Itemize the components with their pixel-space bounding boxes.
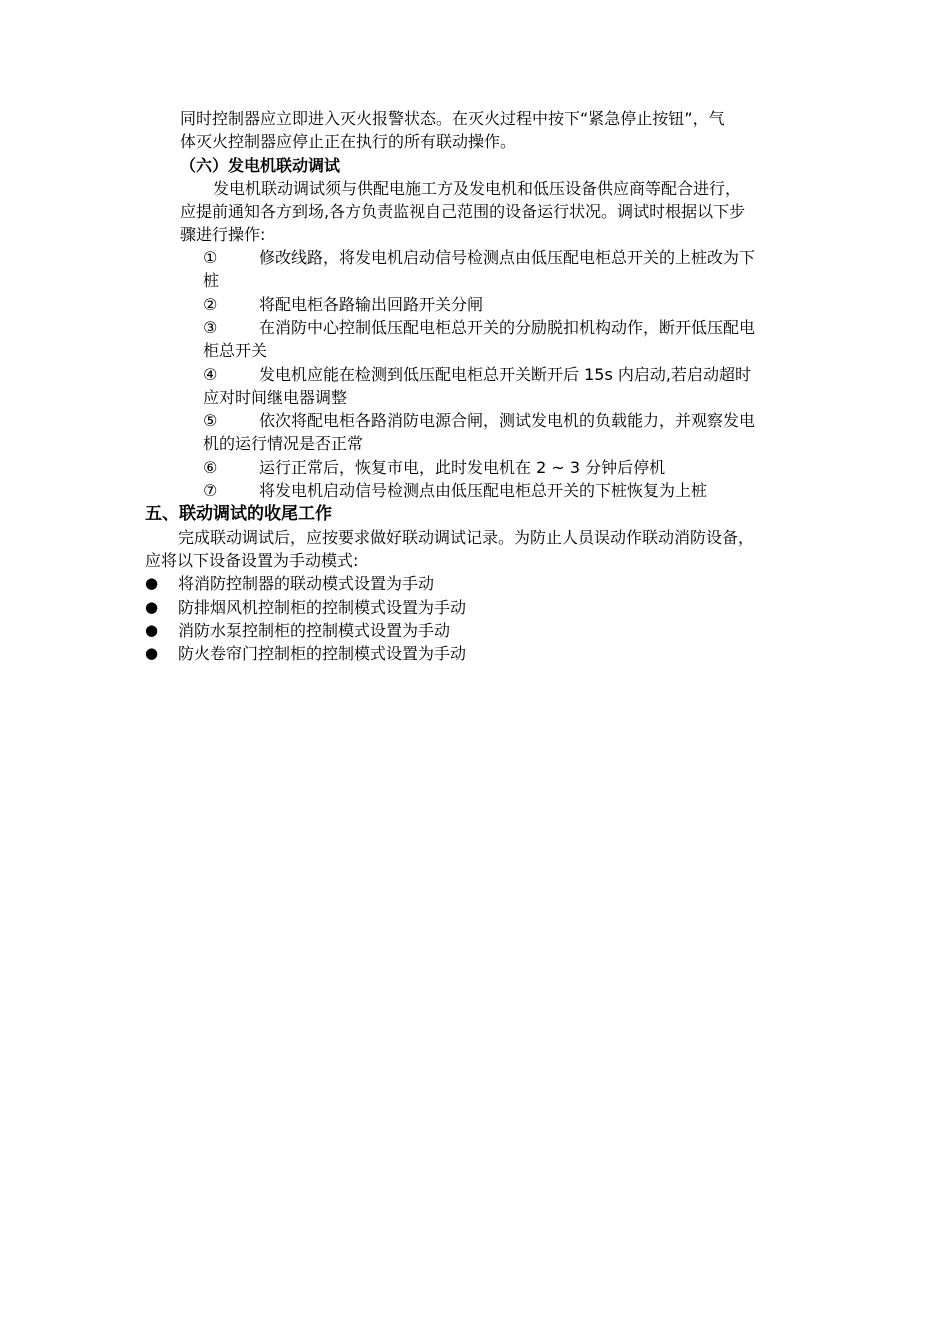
step-text-line-2: 桩 [203,271,220,290]
step-number: ④ [203,365,218,384]
intro-line-1: 同时控制器应立即进入灭火报警状态。在灭火过程中按下“紧急停止按钮”，气 [180,109,725,128]
step-text-line-1: 将发电机启动信号检测点由低压配电柜总开关的下桩恢复为上桩 [259,481,708,500]
bullet-icon: ● [145,621,159,639]
step-number: ② [203,295,218,314]
section-5-paragraph-line-1: 完成联动调试后，应按要求做好联动调试记录。为防止人员误动作联动消防设备， [178,528,755,547]
step-text-line-2: 应对时间继电器调整 [203,388,348,407]
step-text-line-1: 运行正常后，恢复市电，此时发电机在 2 ~ 3 分钟后停机 [259,458,666,477]
bullet-icon: ● [145,644,159,662]
section-6-paragraph-line-1: 发电机联动调试须与供配电施工方及发电机和低压设备供应商等配合进行， [213,179,742,198]
list-item: 防火卷帘门控制柜的控制模式设置为手动 [178,644,467,663]
section-6-paragraph-line-2: 应提前通知各方到场,各方负责监视自己范围的设备运行状况。调试时根据以下步 [180,202,746,221]
bullet-icon: ● [145,598,159,616]
step-number: ⑥ [203,458,218,477]
step-text-line-2: 机的运行情况是否正常 [203,434,364,453]
step-number: ③ [203,318,218,337]
step-number: ① [203,248,218,267]
step-text-line-2: 柜总开关 [203,341,268,360]
section-6-heading: （六）发电机联动调试 [180,156,341,175]
bullet-icon: ● [145,574,159,592]
step-text-line-1: 发电机应能在检测到低压配电柜总开关断开后 15s 内启动,若启动超时 [259,365,751,384]
step-text-line-1: 修改线路，将发电机启动信号检测点由低压配电柜总开关的上桩改为下 [259,248,756,267]
step-text-line-1: 依次将配电柜各路消防电源合闸，测试发电机的负载能力，并观察发电 [259,411,756,430]
step-number: ⑦ [203,481,218,500]
intro-line-2: 体灭火控制器应停止正在执行的所有联动操作。 [180,132,517,151]
list-item: 防排烟风机控制柜的控制模式设置为手动 [178,598,467,617]
section-5-heading: 五、联动调试的收尾工作 [145,504,332,524]
step-text-line-1: 将配电柜各路输出回路开关分闸 [259,295,484,314]
step-text-line-1: 在消防中心控制低压配电柜总开关的分励脱扣机构动作，断开低压配电 [259,318,756,337]
list-item: 消防水泵控制柜的控制模式设置为手动 [178,621,451,640]
section-6-paragraph-line-3: 骤进行操作: [180,225,266,244]
section-5-paragraph-line-2: 应将以下设备设置为手动模式: [145,551,359,570]
list-item: 将消防控制器的联动模式设置为手动 [178,574,435,593]
step-number: ⑤ [203,411,218,430]
